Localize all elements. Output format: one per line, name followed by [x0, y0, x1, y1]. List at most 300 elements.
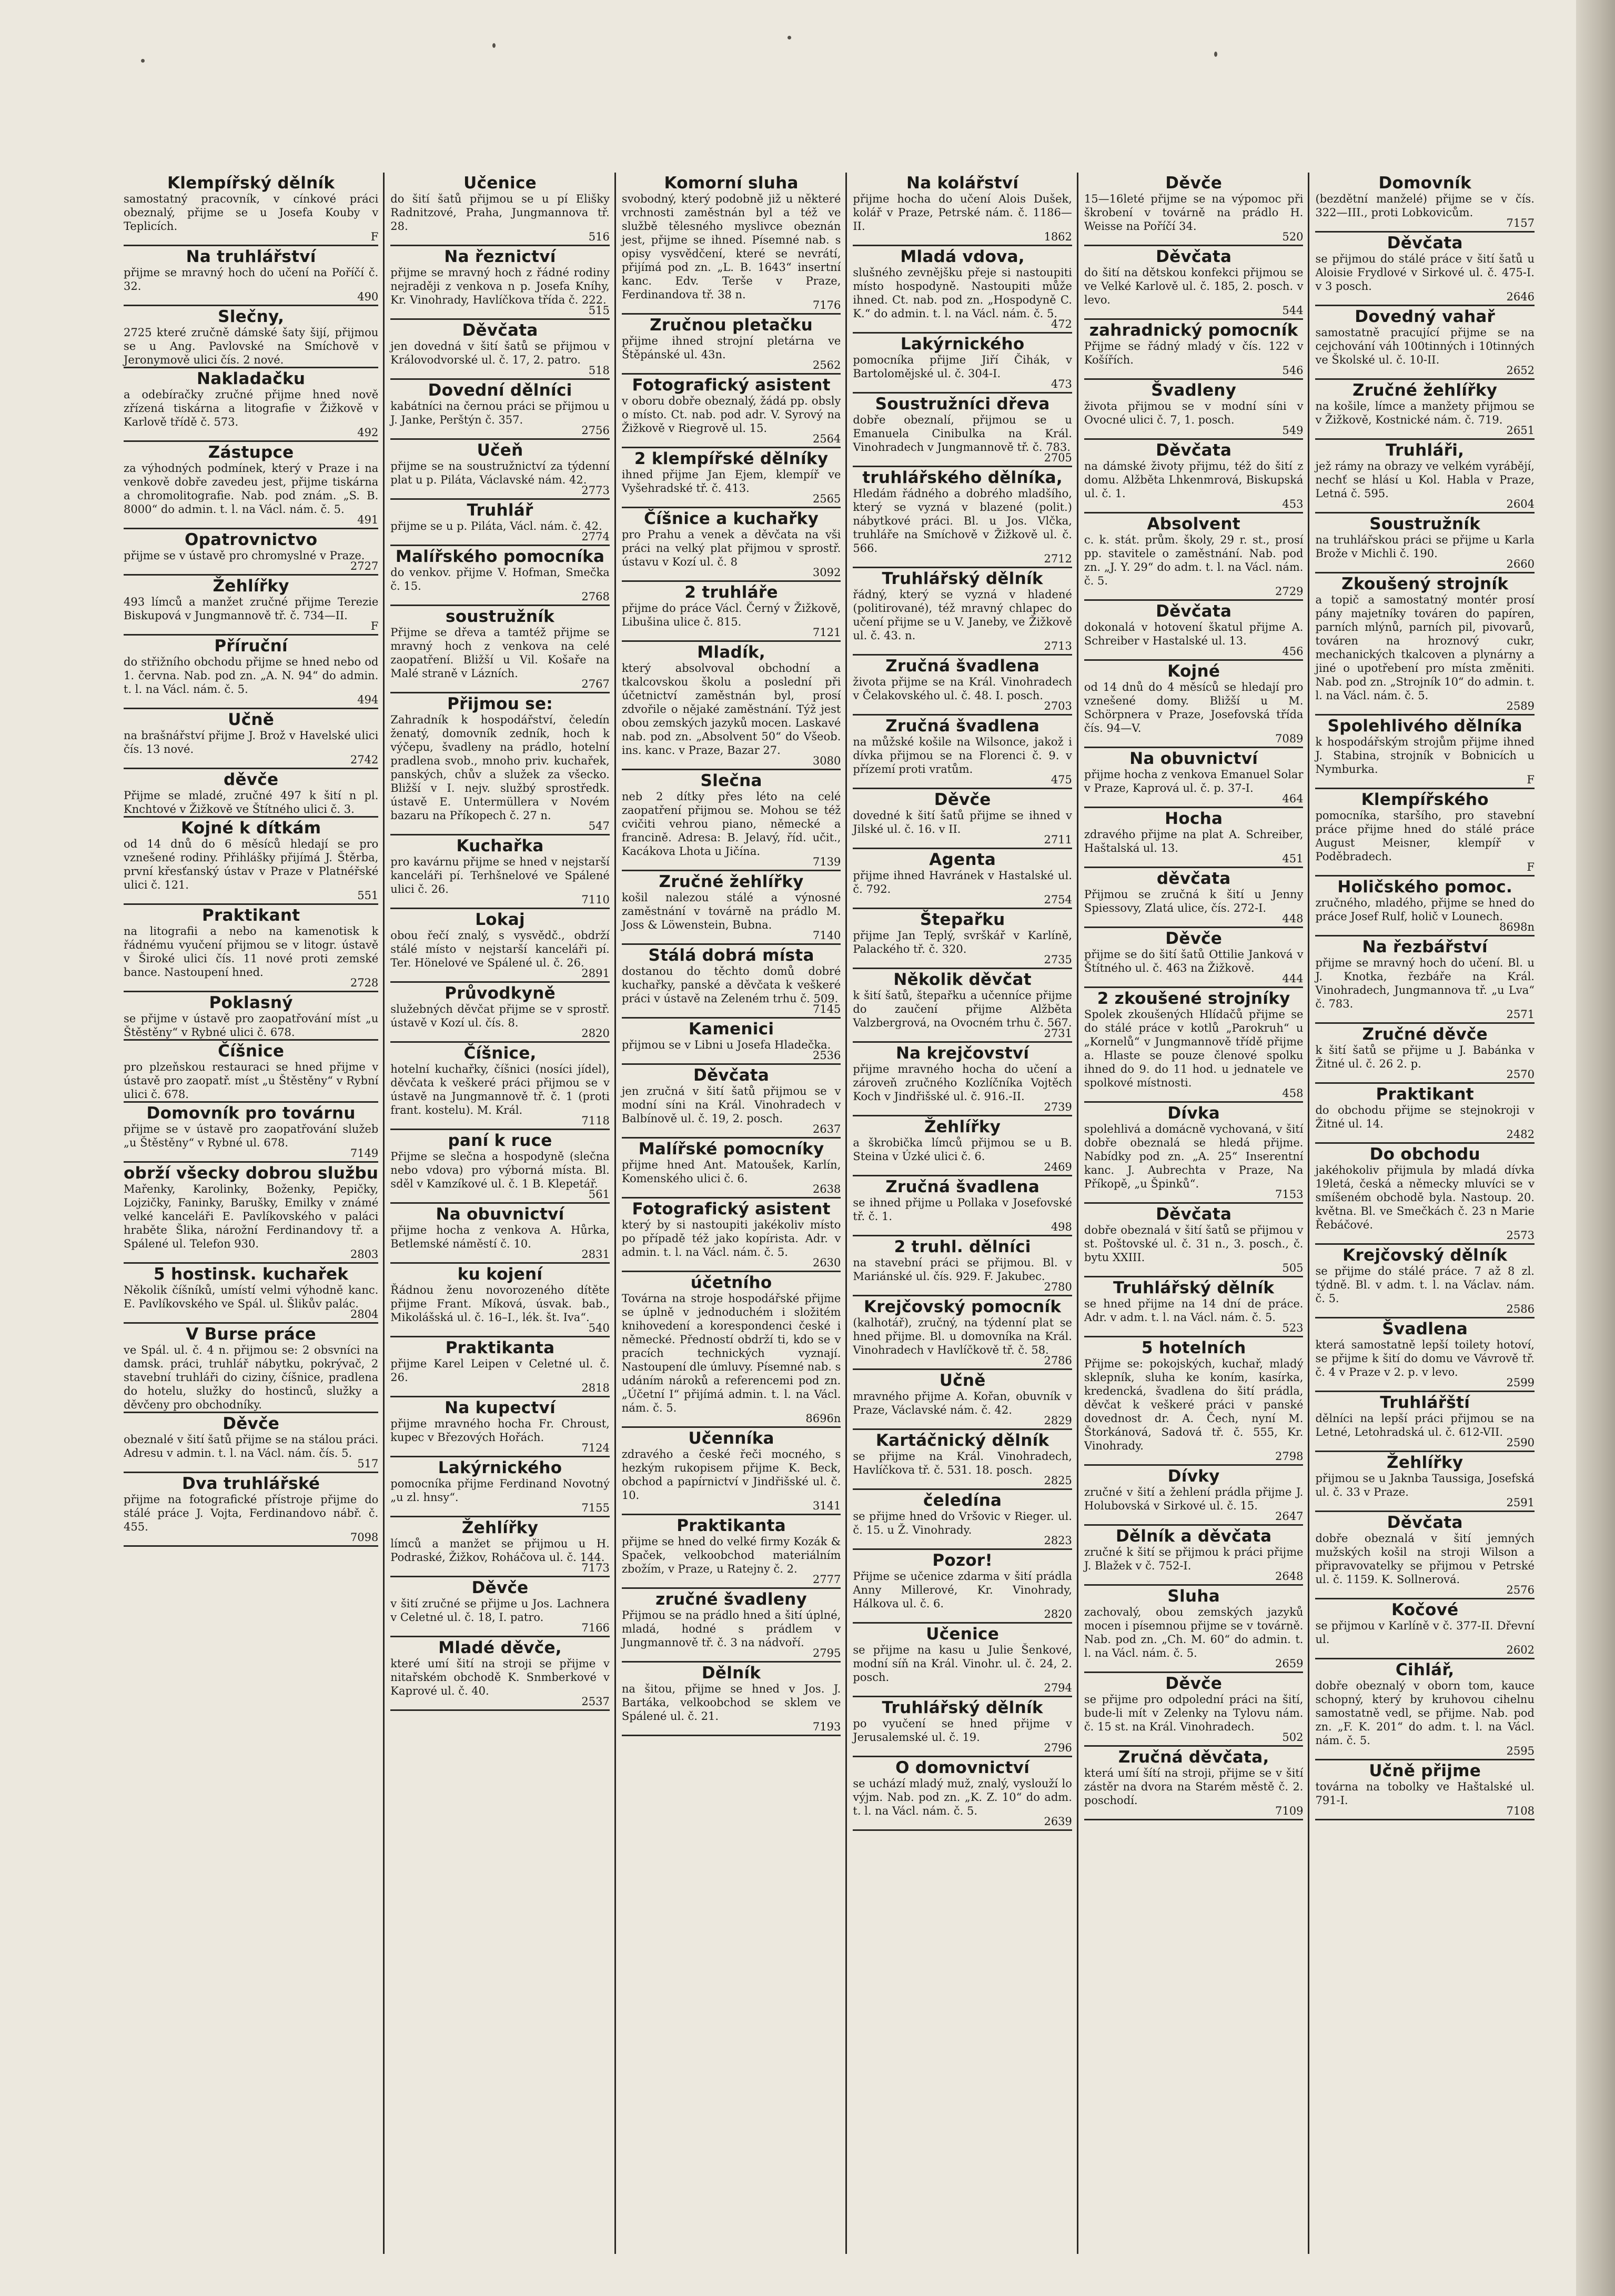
classified-ad — [853, 1430, 1072, 1490]
ad-title: 2 klempířské dělníky — [634, 449, 829, 468]
ad-number: 2652 — [1506, 364, 1535, 377]
ad-body: se přijme v ústavě pro zaopatřování míst „u Štěstěny“ v Rybné ulici č. 678. — [124, 1012, 379, 1039]
ad-body: Přijme se řádný mladý v čís. 122 v Košířích. — [1084, 340, 1304, 366]
scan-speck — [1214, 52, 1217, 57]
ad-body: po vyučení se hned přijme v Jerusalemské ul. č. 19. — [853, 1717, 1072, 1744]
ad-number: 7098 — [350, 1531, 379, 1544]
ad-number: 551 — [357, 889, 379, 902]
ad-number: 2777 — [812, 1573, 841, 1586]
classified-ad — [622, 173, 841, 315]
classified-ad — [1315, 1452, 1535, 1512]
ad-body: přijme hocha do učení Alois Dušek, kolář v Praze, Petrské nám. č. 1186—II. — [853, 193, 1072, 233]
classified-ad — [622, 582, 841, 642]
ad-body: přijme se v ústavě pro zaopatřování služeb „u Štěstěny“ v Rybné ul. 678. — [124, 1123, 379, 1149]
classified-ad — [622, 642, 841, 770]
classified-ad — [853, 716, 1072, 789]
ad-number: F — [370, 230, 379, 243]
ad-body: slušného zevnějšku přeje si nastoupiti místo hospodyně. Nastoupiti může ihned. Ct. nab. pod zn. „Hospodyně C. K.“ do admin. t. l. na Václ. nám. č. 5. — [853, 266, 1072, 320]
classified-ad — [853, 1697, 1072, 1757]
classified-ad — [1084, 868, 1304, 928]
classified-ad — [124, 368, 378, 442]
classified-ad — [124, 769, 378, 818]
ad-title: Komorní sluha — [664, 174, 799, 193]
ad-body: se hned přijme na 14 dní de práce. Adr. v adm. t. l. na Václ. nám. č. 5. — [1084, 1297, 1304, 1324]
ad-title: Kartáčnický dělník — [875, 1431, 1049, 1450]
ad-number: 2660 — [1506, 558, 1535, 570]
ad-number: 2647 — [1275, 1510, 1304, 1523]
classified-ad — [1084, 1204, 1304, 1277]
ad-title: děvče — [223, 770, 279, 789]
ad-body: ihned přijme Jan Ejem, klempíř ve Vyšehradské tř. č. 413. — [621, 468, 841, 495]
column-5 — [1077, 173, 1308, 2254]
ad-number: 2731 — [1044, 1027, 1072, 1040]
ad-title: Učenice — [926, 1625, 1000, 1644]
ad-number: 2651 — [1506, 424, 1535, 437]
classified-ad — [1315, 380, 1535, 440]
ad-title: Spolehlivého dělníka — [1327, 717, 1522, 736]
ad-title: Švadlena — [1382, 1320, 1468, 1338]
ad-title: Několik děvčat — [893, 970, 1032, 989]
ad-body: se přijme na Král. Vinohradech, Havlíčkova tř. č. 531. 18. posch. — [853, 1450, 1072, 1476]
ad-number: 492 — [357, 426, 379, 439]
ad-body: na dámské životy přijmu, též do šití z domu. Alžběta Lhkenmrová, Biskupská ul. č. 1. — [1084, 460, 1304, 500]
ad-body: řádný, který se vyzná v hladené (politirované), též mravný chlapec do učení přijme se u V. Janeby, ve Žižkově ul. č. 43. n. — [853, 588, 1072, 642]
classified-ad — [853, 1236, 1072, 1296]
classified-ad — [390, 546, 610, 606]
ad-body: 493 límců a manžet zručné přijme Terezie Biskupová v Jungmannově tř. č. 734—II. — [124, 596, 379, 622]
ad-body: Továrna na stroje hospodářské přijme se úplně v jednoduchém i složitém knihovedení a korespondenci české i německé. Předností obdrží ti, kdo se v pracích technických vyznají. Nastoupení dle úmluvy. Písemné nab. s udáním nároků a referencemi pod zn. „Účetní I“ přijímá admin. t. l. na Václ. nám. č. 5. — [621, 1292, 841, 1414]
ad-number: 2648 — [1275, 1570, 1304, 1583]
ad-title: 2 zkoušené strojníky — [1097, 989, 1290, 1008]
ad-body: Hledám řádného a dobrého mladšího, který se vyzná v blazené (polit.) nábytkové práci. Bl. u Jos. Vlčka, truhláře na Smíchově v Žižkově ul. č. 566. — [853, 487, 1072, 555]
ad-number: F — [1527, 773, 1535, 786]
ad-number: 7193 — [812, 1720, 841, 1733]
classified-ad — [390, 500, 610, 546]
ad-title: Děvče — [934, 790, 991, 809]
classified-ad — [853, 1370, 1072, 1430]
ad-body: se ihned přijme u Pollaka v Josefovské tř. č. 1. — [853, 1196, 1072, 1223]
ad-body: k šití šatů, štepařku a učenníce přijme do zaučení přijme Alžběta Valzbergrová, na Ovocném trhu č. 567. — [853, 989, 1072, 1029]
ad-body: přijme se v ústavě pro chromyslné v Praze. — [124, 549, 365, 562]
ad-body: přijmou se u Jaknba Taussiga, Josefská ul. č. 33 v Praze. — [1315, 1472, 1535, 1498]
ad-number: 2602 — [1506, 1644, 1535, 1656]
ad-title: Kuchařka — [456, 837, 544, 855]
ad-title: Klempířský dělník — [167, 174, 335, 193]
ad-title: Do obchodu — [1369, 1145, 1480, 1164]
ad-title: Holičského pomoc. — [1337, 878, 1513, 897]
ad-body: přijme ihned strojní pletárna ve Štěpánské ul. 43n. — [621, 335, 841, 361]
classified-ad — [124, 173, 378, 246]
ad-title: Číšnice, — [463, 1044, 537, 1063]
ad-title: čeledína — [923, 1491, 1002, 1510]
classified-ad — [124, 636, 378, 709]
ad-number: 498 — [1051, 1221, 1072, 1233]
ad-body: přijme se hned do velké firmy Kozák & Spaček, velkoobchod materiálním zbožím, v Praze, u Ratejny č. 2. — [621, 1535, 841, 1575]
ad-body: (kalhotář), zručný, na týdenní plat se hned přijme. Bl. u domovníka na Král. Vinohradech v Havlíčkově tř. č. 58. — [853, 1316, 1072, 1356]
classified-ad — [390, 1637, 610, 1711]
ad-number: 546 — [1282, 364, 1304, 377]
scan-edge — [1576, 0, 1615, 2296]
ad-number: 7110 — [581, 893, 610, 906]
classified-ad — [622, 945, 841, 1019]
ad-title: Praktikanta — [677, 1516, 786, 1535]
ad-body: obou řečí znalý, s vysvědč., obdrží stálé místo v nejstarší kanceláři pí. Ter. Hönelové ve Spálené ul. č. 26. — [390, 929, 610, 969]
ad-title: Truhlářský dělník — [882, 1698, 1043, 1717]
classified-ad — [390, 320, 610, 380]
classified-ad — [622, 375, 841, 448]
ad-number: 7089 — [1275, 732, 1304, 745]
classified-ad — [124, 529, 378, 576]
ad-number: 2576 — [1506, 1584, 1535, 1596]
classified-ad — [390, 246, 610, 320]
classified-ad — [390, 1457, 610, 1517]
ad-number: 502 — [1282, 1731, 1304, 1744]
ad-body: přijme do práce Václ. Černý v Žižkově, Libušina ulice č. 815. — [621, 602, 841, 628]
classified-ad — [124, 442, 378, 529]
ad-body: spolehlivá a domácně vychovaná, v šití dobře obeznalá se hledá přijme. Nabídky pod zn. „A. 25“ Inserentní kanc. J. Aubrechta v Praze, Na Příkopě, „u Špinků“. — [1084, 1123, 1304, 1190]
ad-body: kabátníci na černou práci se přijmou u J. Janke, Perštýn č. 357. — [390, 400, 610, 426]
ad-body: přijme Karel Leipen v Celetné ul. č. 26. — [390, 1357, 610, 1384]
ad-title: Dívka — [1167, 1104, 1220, 1123]
ad-title: Fotografický asistent — [632, 376, 831, 395]
classified-ad — [1315, 1144, 1535, 1245]
ad-number: 7121 — [812, 626, 841, 639]
classified-ad — [1315, 877, 1535, 936]
ad-number: 8698n — [1499, 921, 1535, 933]
ad-title: Domovník — [1378, 174, 1471, 193]
ad-body: pomocníka přijme Ferdinand Novotný „u zl. hnsy“. — [390, 1477, 610, 1504]
ad-title: Pozor! — [932, 1551, 993, 1570]
ad-number: 453 — [1282, 498, 1304, 510]
ad-title: Učenice — [463, 174, 537, 193]
ad-body: pomocníka přijme Jiří Čihák, v Bartolomějské ul. č. 304-I. — [853, 354, 1072, 380]
ad-title: Domovník pro továrnu — [146, 1104, 356, 1123]
ad-title: Děvče — [471, 1578, 529, 1597]
ad-body: c. k. stát. prům. školy, 29 r. st., prosí pp. stavitele o zaměstnání. Nab. pod zn. „J. Y. 29“ do adm. t. l. na Václ. nám. č. 5. — [1084, 533, 1304, 587]
ad-title: Malířského pomocníka — [395, 547, 605, 566]
ad-body: od 14 dnů do 6 měsíců hledají se pro vznešené rodiny. Přihlášky přijímá J. Štěrba, první křesťanský ústav v Praze v Platnéřské ulici č. 121. — [124, 838, 379, 891]
ad-body: se přijme do stálé práce. 7 až 8 zl. týdně. Bl. v adm. t. l. na Václav. nám. č. 5. — [1315, 1265, 1535, 1305]
classified-ad — [390, 693, 610, 835]
ad-number: 2742 — [350, 753, 379, 766]
classified-ad — [853, 1176, 1072, 1236]
ad-number: 448 — [1282, 912, 1304, 925]
ad-body: pro kavárnu přijme se hned v nejstarší kanceláři pí. Terhšnelové ve Spálené ulici č. 26. — [390, 855, 610, 895]
ad-body: Řádnou ženu novorozeného dítěte přijme Frant. Míková, úsvak. bab., Mikolášská ul. č. 16–I., lék. št. Iva“. — [390, 1284, 610, 1324]
ad-body: Přijmou se zručná k šití u Jenny Spiessovy, Zlatá ulice, čís. 272-I. — [1084, 888, 1304, 914]
ad-body: které umí šití na stroji se přijme v nitařském obchodě K. Snmberkové v Kaprové ul. č. 40. — [390, 1657, 610, 1697]
classified-ad — [1084, 1586, 1304, 1673]
ad-title: Kočové — [1391, 1600, 1459, 1619]
classified-ad — [1084, 808, 1304, 868]
classified-ad — [853, 909, 1072, 969]
ad-title: Dívky — [1167, 1467, 1220, 1486]
ad-title: Truhlář — [467, 501, 533, 520]
ad-body: Několik číšníků, umístí velmi výhodně kanc. E. Pavlíkovského ve Spál. ul. Šlikův palác. — [124, 1284, 379, 1310]
classified-ad — [390, 983, 610, 1043]
ad-number: 2794 — [1044, 1681, 1072, 1694]
ad-body: jež rámy na obrazy ve velkém vyrábějí, nechť se hlásí u Kol. Habla v Praze, Letná č. 595. — [1315, 460, 1535, 500]
ad-number: 2711 — [1044, 833, 1072, 846]
classified-ad — [390, 1130, 610, 1204]
ad-body: k šití šatů se přijme u J. Babánka v Žitné ul. č. 26 2. p. — [1315, 1044, 1535, 1070]
ad-title: Zručné žehlířky — [659, 872, 804, 891]
scan-speck — [492, 43, 496, 48]
ad-body: přijme mravného hocha Fr. Chroust, kupec v Březových Hořách. — [390, 1417, 610, 1444]
ad-number: 505 — [1282, 1262, 1304, 1274]
ad-number: 518 — [588, 364, 610, 377]
ad-number: 7149 — [350, 1147, 379, 1160]
ad-number: F — [1527, 861, 1535, 873]
ad-body: který by si nastoupiti jakékoliv místo po případě též jako kopírista. Adr. v admin. t. l. na Václ. nám. č. 5. — [621, 1219, 841, 1258]
classified-ad — [622, 315, 841, 375]
ad-body: zdravého přijme na plat A. Schreiber, Haštalská ul. 13. — [1084, 828, 1304, 854]
ad-number: 2703 — [1044, 700, 1072, 712]
ad-number: 2630 — [812, 1256, 841, 1269]
classified-ad — [390, 1264, 610, 1337]
ad-title: Poklasný — [209, 993, 293, 1012]
classified-ad — [124, 1324, 378, 1413]
ad-number: 2537 — [581, 1695, 610, 1708]
ad-body: továrna na tobolky ve Haštalské ul. 791-I. — [1315, 1780, 1535, 1807]
ad-number: 491 — [357, 513, 379, 526]
classified-ad — [124, 306, 378, 368]
ad-number: 7166 — [581, 1622, 610, 1634]
ad-number: 473 — [1051, 378, 1072, 390]
ad-title: Štepařku — [920, 910, 1005, 929]
ad-number: 2773 — [581, 484, 610, 497]
ad-number: 2786 — [1044, 1354, 1072, 1367]
ad-body: přijme se mravný hoch do učení. Bl. u J. Knotka, řezbáře na Král. Vinohradech, Jungmannova tř. „u Lva“ č. 783. — [1315, 956, 1535, 1010]
classified-ad — [390, 1204, 610, 1264]
ad-title: truhlářského dělníka, — [862, 468, 1063, 487]
ad-title: Agenta — [929, 850, 996, 869]
ad-title: Na obuvnictví — [1129, 749, 1258, 768]
ad-body: dobře obeznalý v oborn tom, kauce schopný, který by kruhovou cihelnu samostatně vedl, se přijme. Nab. pod zn. „F. K. 201“ do adm. t. l. na Václ. nám. č. 5. — [1315, 1679, 1535, 1747]
ad-title: Na řeznictví — [444, 247, 556, 266]
ad-number: 2713 — [1044, 640, 1072, 652]
ad-number: 2831 — [581, 1248, 610, 1261]
ad-title: ku kojení — [457, 1265, 543, 1284]
ad-body: hotelní kuchařky, číšnici (nosíci jídel), děvčata k veškeré práci přijmou se v ústavě na Jungmannově tř. č. 1 (proti frant. kostelu). M. Král. — [390, 1063, 610, 1116]
ad-body: v šití zručné se přijme u Jos. Lachnera v Celetné ul. č. 18, I. patro. — [390, 1597, 610, 1624]
classified-ad — [1315, 513, 1535, 573]
ad-body: jen dovedná v šití šatů se přijmou v Královodvorské ul. č. 17, 2. patro. — [390, 340, 610, 366]
ad-number: 494 — [357, 693, 379, 706]
ad-number: 516 — [588, 230, 610, 243]
ad-body: obeznalé v šití šatů přijme se na stálou práci. Adresu v admin. t. l. na Václ. nám. čís. 5. — [124, 1433, 379, 1459]
classified-ad — [124, 1103, 378, 1163]
ad-body: a škrobička límců přijmou se u B. Steina v Úzké ulici č. 6. — [853, 1136, 1072, 1163]
ad-number: 1862 — [1044, 230, 1072, 243]
ad-title: Mladík, — [697, 643, 765, 662]
ad-number: 7155 — [581, 1502, 610, 1514]
ad-body: přijme mravného hocha do učení a zároveň zručného Kozlíčníka Vojtěch Koch v Jindřišské ul. č. 916.-II. — [853, 1063, 1072, 1103]
ad-body: dobře obeznalí, přijmou se u Emanuela Cinibulka na Král. Vinohradech v Jungmannově tř. č. 783. — [853, 414, 1072, 454]
ad-body: k hospodářským strojům přijme ihned J. Stabina, strojník v Bobnicích u Nymburka. — [1315, 736, 1535, 776]
classified-ad — [853, 394, 1072, 467]
ad-number: 2564 — [812, 432, 841, 445]
ad-body: za výhodných podmínek, který v Praze i na venkově dobře zavedeu jest, přijme tiskárna a chromolitografie. Nab. pod znám. „S. B. 8000“ do admin. t. l. na Václ. nám. č. 5. — [124, 462, 379, 516]
classified-ad — [1084, 1747, 1304, 1820]
classified-ad — [1315, 1024, 1535, 1084]
ad-title: Krejčovský dělník — [1343, 1246, 1508, 1265]
ad-title: 5 hostinsk. kuchařek — [153, 1265, 349, 1284]
ad-number: 2825 — [1044, 1474, 1072, 1487]
classified-ad — [1084, 513, 1304, 601]
classified-ad — [1315, 233, 1535, 306]
classified-ad — [1084, 320, 1304, 380]
classified-ad — [622, 508, 841, 582]
ad-title: Zručná děvčata, — [1118, 1748, 1269, 1767]
classified-ad — [622, 1428, 841, 1515]
classified-ad — [1084, 601, 1304, 661]
ad-number: 561 — [588, 1188, 610, 1201]
classified-ad — [1315, 1392, 1535, 1452]
ad-number: 490 — [357, 290, 379, 303]
ad-number: 520 — [1282, 230, 1304, 243]
ad-body: dobře obeznalá v šití šatů se přijmou v st. Poštovské ul. č. 31 n., 3. posch., č. bytu XXIII. — [1084, 1224, 1304, 1264]
classified-ad — [1084, 246, 1304, 320]
ad-body: od 14 dnů do 4 měsíců se hledají pro vznešené domy. Bližší u M. Schörpnera v Praze, Josefovská třída čís. 94—V. — [1084, 681, 1304, 734]
ad-number: 7173 — [581, 1562, 610, 1574]
classified-ad — [1084, 1277, 1304, 1337]
ad-title: V Burse práce — [186, 1325, 317, 1344]
ad-body: mravného přijme A. Kořan, obuvník v Praze, Václavské nám. č. 42. — [853, 1390, 1072, 1416]
ad-number: 2590 — [1506, 1436, 1535, 1449]
ad-title: zručné švadleny — [655, 1590, 808, 1609]
ad-title: Děvčata — [1156, 247, 1232, 266]
ad-body: dokonalá v hotovení škatul přijme A. Schreiber v Hastalské ul. 13. — [1084, 621, 1304, 647]
ad-title: Učně — [939, 1371, 986, 1390]
classified-ad — [853, 334, 1072, 394]
ad-title: Absolvent — [1147, 515, 1240, 533]
classified-ad — [1084, 1337, 1304, 1466]
ad-body: na můžské košile na Wilsonce, jakož i dívka přijmou se na Florenci č. 9. v přízemí proti vratům. — [853, 736, 1072, 776]
ad-title: Truhlářští — [1380, 1393, 1470, 1412]
ad-number: 2565 — [812, 492, 841, 505]
ad-title: Mladé děvče, — [438, 1638, 562, 1657]
ad-title: Dovední dělníci — [428, 381, 572, 400]
ad-number: 475 — [1051, 773, 1072, 786]
ad-body: Přijmou se na prádlo hned a šití úplné, mladá, hodné s prádlem v Jungmannově tř. č. 3 na nádvoří. — [621, 1609, 841, 1649]
classified-ad — [622, 1515, 841, 1589]
ad-title: Krejčovský pomocník — [863, 1297, 1062, 1316]
ad-number: 2891 — [581, 967, 610, 980]
ad-number: 2589 — [1506, 700, 1535, 712]
ad-body: Spolek zkoušených Hlídačů přijme se do stálé práce v kotlů „Parokruh“ u „Kornelů“ v Jungmannově třídě přijme a. Hlaste se pouze členové spolku ihned do 9. do 11 hod. u jednatele ve spolkové místnosti. — [1084, 1008, 1304, 1089]
ad-title: Stálá dobrá místa — [648, 946, 814, 965]
classified-ad — [124, 709, 378, 769]
ad-number: 7157 — [1506, 217, 1535, 229]
ad-title: Průvodkyně — [445, 984, 556, 1003]
classified-ad — [1315, 716, 1535, 789]
ad-number: 2774 — [581, 530, 610, 543]
ad-title: Cihlář, — [1395, 1660, 1455, 1679]
ad-body: se přijme pro odpolední práci na šití, bude-li mít v Zelenky na Tylovu nám. č. 15 st. na Král. Vinohradech. — [1084, 1693, 1304, 1733]
ad-body: samostatný pracovník, v cínkové práci obeznalý, přijme se u Josefa Kouby v Teplicích. — [124, 193, 379, 233]
ad-body: samostatně pracující přijme se na cejchování váh 100tinných i 10tinných ve Školské ul. č. 10-II. — [1315, 326, 1535, 366]
ad-body: přijme se mravný hoch do učení na Poříčí č. 32. — [124, 266, 379, 293]
classified-ad — [853, 849, 1072, 909]
ad-body: na stavební práci se přijmou. Bl. v Mariánské ul. čís. 929. F. Jakubec. — [853, 1256, 1072, 1283]
ad-body: (bezdětní manželé) přijme se v čís. 322—III., proti Lobkovicům. — [1315, 193, 1535, 219]
ad-body: pro Prahu a venek a děvčata na vši práci na velký plat přijmou v sprostř. ústavu v Kozí ul. č. 8 — [621, 528, 841, 568]
ad-number: 2820 — [581, 1027, 610, 1040]
ad-body: přijme Jan Teplý, svrškář v Karlíně, Palackého tř. č. 320. — [853, 929, 1072, 955]
ad-body: se přijmou v Karlíně v č. 377-II. Dřevní ul. — [1315, 1619, 1535, 1646]
classified-ad — [1315, 1599, 1535, 1659]
ad-number: 2595 — [1506, 1745, 1535, 1757]
classified-ad — [390, 1397, 610, 1457]
column-6 — [1308, 173, 1539, 2254]
classified-ad — [1084, 440, 1304, 513]
classified-ad — [853, 1296, 1072, 1370]
classified-ad — [853, 789, 1072, 849]
ad-number: 2768 — [581, 590, 610, 603]
ad-title: Dělník a děvčata — [1115, 1527, 1272, 1546]
ad-body: Mařenky, Karolinky, Boženky, Pepičky, Lojzičky, Faninky, Barušky, Emilky v známé velké kanceláři E. Pavlíkovského v paláci hraběte Šlika, nárožní Ferdinandovy tř. a Spálené ul. Telefon 930. — [124, 1183, 379, 1250]
ad-body: přijme hocha z venkova A. Hůrka, Betlemské náměstí č. 10. — [390, 1224, 610, 1250]
ad-body: do šití šatů přijmou se u pí Elišky Radnitzové, Praha, Jungmannova tř. 28. — [390, 193, 610, 233]
ad-number: 7124 — [581, 1442, 610, 1454]
classified-ad — [390, 380, 610, 440]
ad-body: 15—16leté přijme se na výpomoc při škrobení v továrně na prádlo H. Weisse na Poříčí 34. — [1084, 193, 1304, 233]
ad-title: Lokaj — [475, 910, 525, 929]
ad-number: 444 — [1282, 972, 1304, 985]
ad-body: služebných děvčat přijme se v sprostř. ústavě v Kozí ul. čís. 8. — [390, 1003, 610, 1029]
ad-body: zručného, mladého, přijme se hned do práce Josef Rulf, holič v Lounech. — [1315, 897, 1535, 923]
ad-number: 515 — [588, 304, 610, 317]
ad-title: paní k ruce — [448, 1131, 552, 1150]
ad-title: Děvčata — [462, 321, 538, 340]
classified-ad — [1315, 1245, 1535, 1318]
classified-ad — [1084, 748, 1304, 808]
ad-title: Děvčata — [1156, 602, 1232, 621]
classified-ad — [622, 1019, 841, 1065]
classified-ad — [622, 770, 841, 871]
classified-columns — [118, 173, 1539, 2254]
classified-ad — [390, 1043, 610, 1130]
ad-title: Žehlířky — [924, 1117, 1001, 1136]
ad-body: Přijme se: pokojských, kuchař, mladý sklepník, sluha ke koním, kasírka, kredencká, švadlena do šití prádla, děvčat k veškeré práci v panské dovednost dr. A. Čech, nyní M. Štorkánová, Sadová tř. č. 555, Kr. Vinohrady. — [1084, 1357, 1304, 1452]
ad-title: Na obuvnictví — [436, 1205, 564, 1224]
scan-speck — [141, 59, 145, 63]
ad-number: 2536 — [812, 1049, 841, 1062]
column-1 — [118, 173, 383, 2254]
ad-number: 8696n — [805, 1412, 841, 1425]
ad-number: 458 — [1282, 1087, 1304, 1100]
ad-body: Přijme se slečna a hospodyně (slečna nebo vdova) pro výborná místa. Bl. sděl v Kamzíkové ul. č. 1 B. Klepetář. — [390, 1150, 610, 1190]
ad-number: 2712 — [1044, 552, 1072, 565]
ad-title: Příruční — [214, 637, 288, 656]
ad-title: Kojné k dítkám — [180, 819, 321, 838]
ad-number: 549 — [1282, 424, 1304, 437]
ad-body: jakéhokoliv přijmula by mladá dívka 19letá, česká a německy mluvíci se v smíšeném obchodě byla. Nastoup. 20. května. Bl. ve Smečkách č. 23 n Marie Řebáčové. — [1315, 1164, 1535, 1231]
ad-title: Děvčata — [693, 1066, 770, 1085]
ad-title: Děvče — [223, 1414, 280, 1433]
ad-title: Opatrovnictvo — [184, 530, 318, 549]
classified-ad — [853, 1116, 1072, 1176]
ad-number: 7153 — [1275, 1188, 1304, 1201]
ad-number: 540 — [588, 1322, 610, 1334]
classified-ad — [622, 1272, 841, 1428]
ad-title: Švadleny — [1151, 381, 1237, 400]
ad-title: Dovedný vahař — [1355, 307, 1496, 326]
ad-body: zachovalý, obou zemských jazyků mocen i písemnou přijme se v továrně. Nab. pod zn. „Ch. M. 60“ do admin. t. l. na Václ. nám. č. 5. — [1084, 1606, 1304, 1659]
classified-ad — [1315, 1318, 1535, 1392]
ad-number: 2637 — [812, 1123, 841, 1135]
